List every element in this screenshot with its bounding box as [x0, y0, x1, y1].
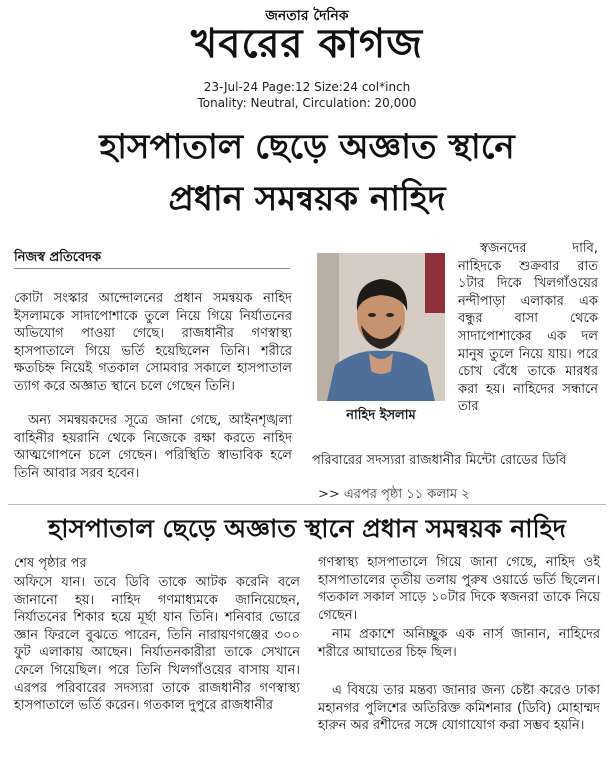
continuation-left-text: অফিসে যান। তবে ডিবি তাকে আটক করেনি বলে জানানো হয়। নাহিদ গণমাধ্যমকে জানিয়েছেন, নির্যাতনের শিকার হয়ে মূর্ছা যান তিনি। শনিবার ভোরে জ্ঞান ফিরলে বুঝতে পারেন, তিনি নারায়ণগঞ্জের ৩০০ ফুট এলাকায় আছেন। নির্যাতনকারীরা তাকে সেখানে ফেলে গিয়েছিল। পরে তিনি খিলগাঁওয়ের বাসায় যান। এরপর পরিবারের সদস্যরা তাকে রাজধানীর গণস্বাস্থ্য হাসপাতালে ভর্তি করেন। গতকাল দুপুরে রাজধানীর: [14, 575, 300, 714]
clipping-meta-tonality: Tonality: Neutral, Circulation: 20,000: [197, 96, 417, 110]
clipping-meta-date: 23-Jul-24 Page:12 Size:24 col*inch: [203, 80, 411, 94]
photo-caption: নাহিদ ইসলাম: [346, 408, 416, 423]
section-divider: [8, 504, 606, 505]
article-col3-tail: পরিবারের সদস্যরা রাজধানীর মিন্টো রোডের ডিবি: [312, 453, 567, 468]
article-headline-line2: প্রধান সমন্বয়ক নাহিদ: [168, 179, 446, 219]
continuation-right-para1: গণস্বাস্থ্য হাসপাতালে গিয়ে জানা গেছে, নাহিদ ওই হাসপাতালের তৃতীয় তলায় পুরুষ ওয়ার্ডে ভর্তি ছিলেন। গতকাল সকাল সাড়ে ১০টার দিকে স্বজনরা তাকে নিয়ে গেছেন।: [318, 555, 600, 623]
continuation-right-para3: এ বিষয়ে তার মন্তব্য জানার জন্য চেষ্টা করেও ঢাকা মহানগর পুলিশের অতিরিক্ত কমিশনার (ডিবি) মোহাম্মদ হারুন অর রশীদের সঙ্গে যোগাযোগ করা সম্ভব হয়নি।: [318, 683, 600, 734]
continuation-headline: হাসপাতাল ছেড়ে অজ্ঞাত স্থানে প্রধান সমন্বয়ক নাহিদ: [48, 514, 566, 543]
photo-nahid-islam: [317, 253, 445, 401]
masthead-tagline: জনতার দৈনিক: [265, 8, 349, 24]
byline-rule: [14, 268, 290, 269]
continuation-label: শেষ পৃষ্ঠার পর: [14, 556, 87, 571]
article-headline-line1: হাসপাতাল ছেড়ে অজ্ঞাত স্থানে: [99, 127, 515, 167]
portrait-image: [317, 253, 445, 401]
article-col3-para1: স্বজনদের দাবি, নাহিদকে শুক্রবার রাত ১টার দিকে খিলগাঁওয়ের নন্দীপাড়া এলাকার এক বন্ধুর বাসা থেকে সাদাপোশাকের এক দল মানুষ তুলে নিয়ে যায়। পরে চোখ বেঁধে তাকে মারধর করা হয়। নাহিদের সন্ধানে তার: [458, 241, 598, 415]
article-col1-para1: কোটা সংস্কার আন্দোলনের প্রধান সমন্বয়ক নাহিদ ইসলামকে সাদাপোশাকে তুলে নিয়ে গিয়ে নির্যাতনের অভিযোগ পাওয়া গেছে। রাজধানীর গণস্বাস্থ্য হাসপাতালে গিয়ে ভর্তি হয়েছিলেন তিনি। শরীরে ক্ষতচিহ্ন নিয়েই গতকাল সোমবার সকালে হাসপাতাল ত্যাগ করে অজ্ঞাত স্থানে চলে গেছেন তিনি।: [14, 291, 292, 394]
continuation-right-para2: নাম প্রকাশে অনিচ্ছুক এক নার্স জানান, নাহিদের শরীরে আঘাতের চিহ্ন ছিল।: [318, 627, 600, 660]
byline: নিজস্ব প্রতিবেদক: [14, 250, 102, 265]
masthead-title: খবরের কাগজ: [190, 21, 424, 67]
continued-on-page: >> এরপর পৃষ্ঠা ১১ কলাম ২: [318, 487, 470, 502]
article-col1-para2: অন্য সমন্বয়কদের সূত্রে জানা গেছে, আইনশৃঙ্খলা বাহিনীর হয়রানি থেকে নিজেকে রক্ষা করতে নাহিদ আত্মগোপনে চলে গেছেন। পরিস্থিতি স্বাভাবিক হলে তিনি আবার সরব হবেন।: [14, 413, 292, 481]
